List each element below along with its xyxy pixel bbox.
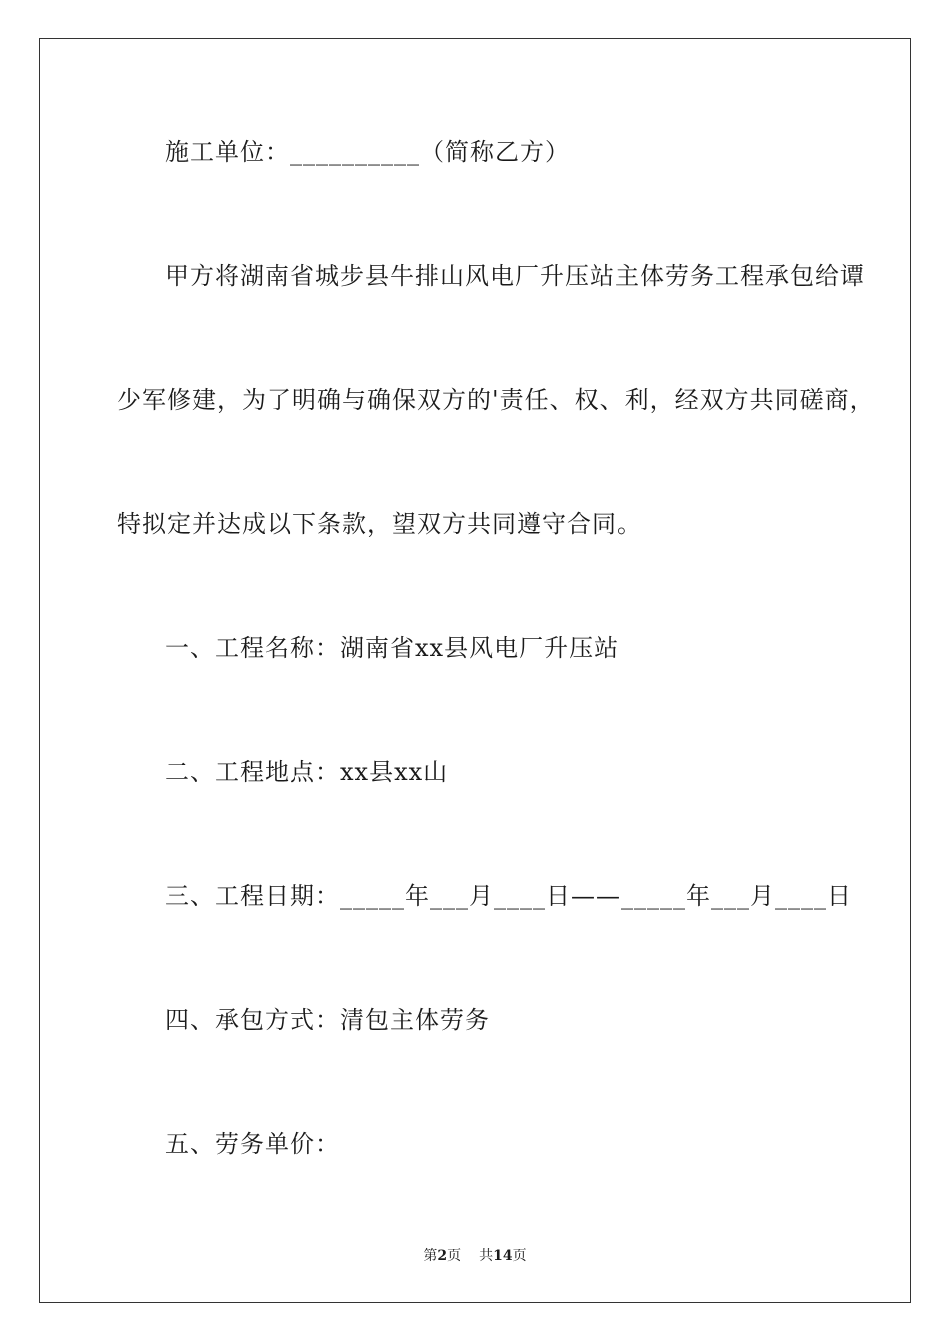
clause-project-dates: 三、工程日期：_____年___月____日——_____年___月____日 [165,882,852,910]
total-suffix: 页 [512,1248,527,1264]
page-suffix: 页 [447,1248,462,1264]
total-prefix: 共 [479,1248,494,1264]
page-frame [39,38,911,1303]
paragraph-line-1: 甲方将湖南省城步县牛排山风电厂升压站主体劳务工程承包给谭 [165,262,865,290]
paragraph-line-3: 特拟定并达成以下条款，望双方共同遵守合同。 [117,510,642,538]
clause-labor-unit-price: 五、劳务单价： [165,1130,340,1158]
clause-project-location: 二、工程地点：xx县xx山 [165,758,449,786]
clause-contract-method: 四、承包方式：清包主体劳务 [165,1006,490,1034]
page-footer [0,1246,950,1266]
page-number: 2 [437,1248,448,1264]
total-pages: 14 [493,1248,513,1264]
paragraph-line-2: 少军修建，为了明确与确保双方的'责任、权、利，经双方共同磋商， [117,386,875,414]
page-prefix: 第 [423,1248,438,1264]
contractor-line: 施工单位：__________（简称乙方） [165,138,570,166]
clause-project-name: 一、工程名称：湖南省xx县风电厂升压站 [165,634,620,662]
